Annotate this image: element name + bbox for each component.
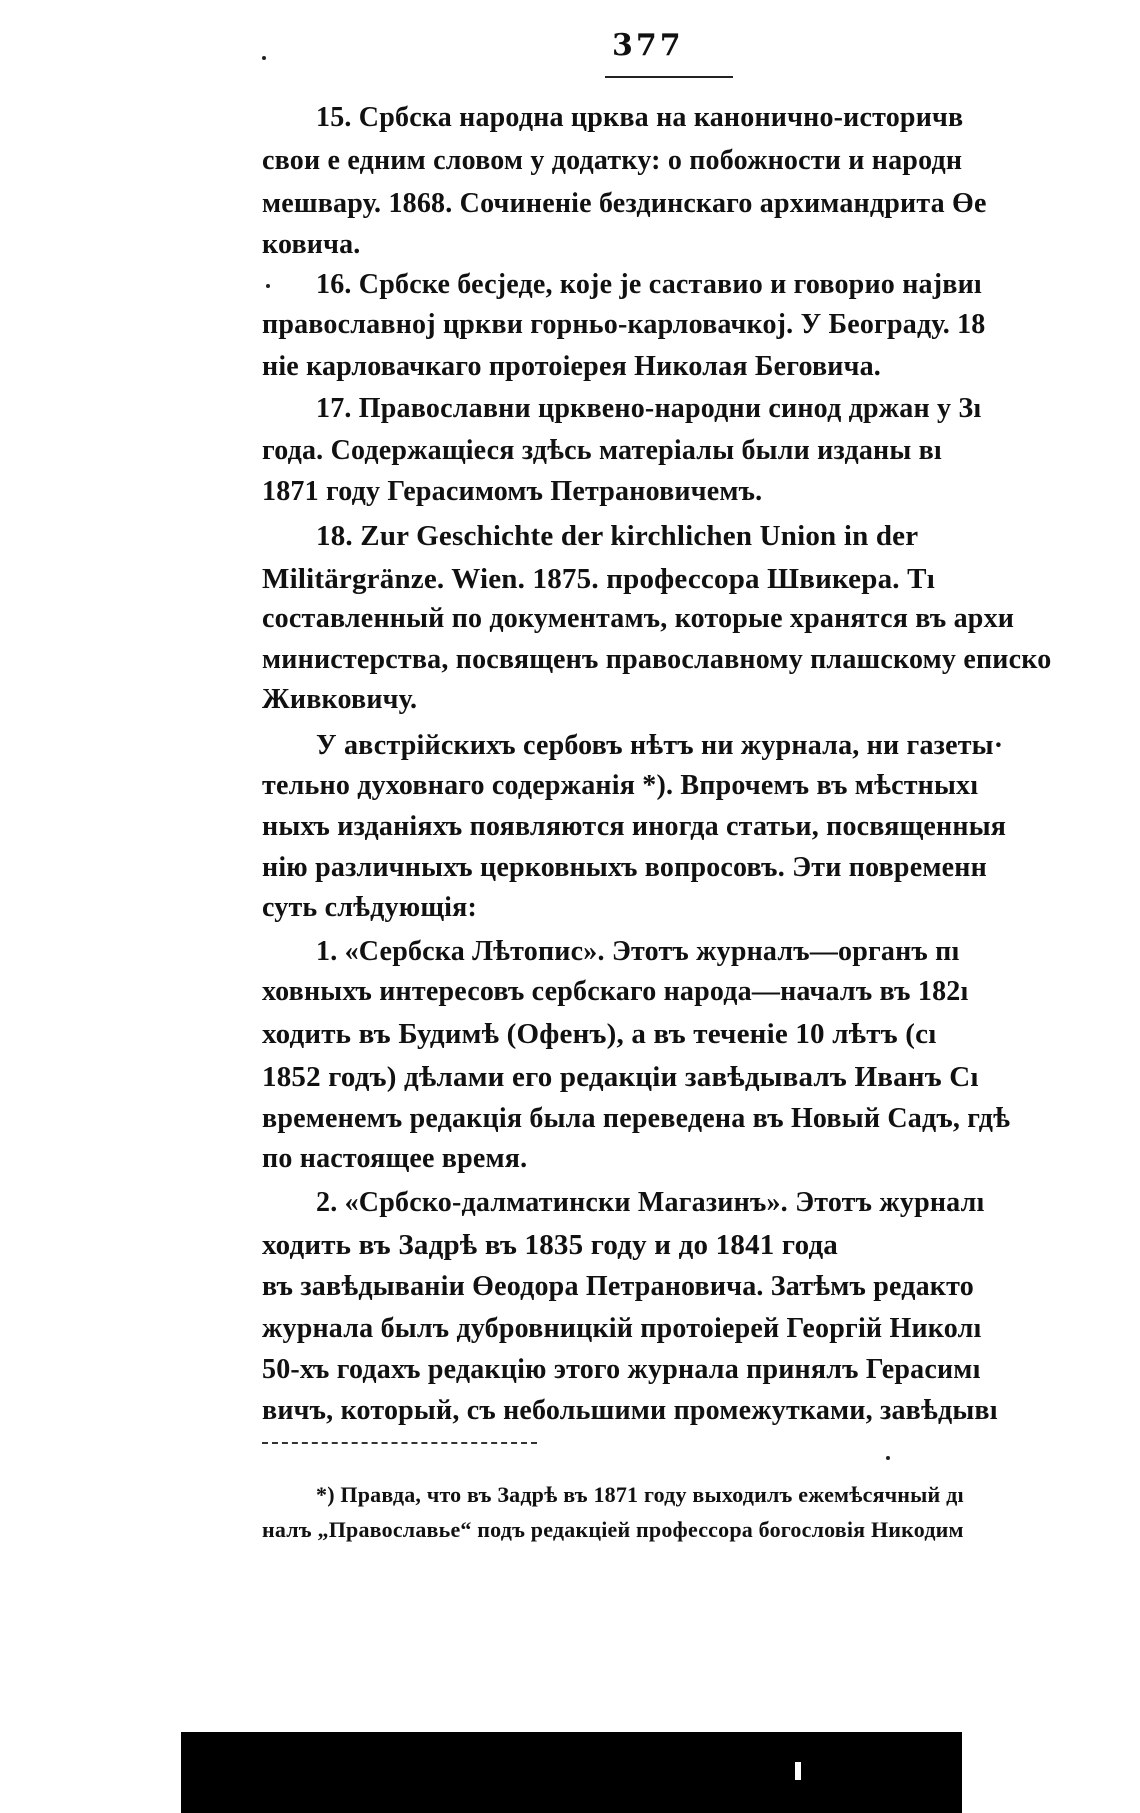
text-line: православној цркви горньо-карловачкој. У Београду. 18: [262, 309, 986, 340]
text-line: 17. Православни црквено-народни синод држан у Зı: [316, 393, 982, 424]
scan-speck: [266, 284, 270, 288]
text-line: тельно духовнаго содержанія *). Впрочемъ въ мѣстныхı: [262, 770, 979, 801]
text-line: министерства, посвященъ православному плашскому еписко: [262, 644, 1052, 675]
text-line: ніе карловачкаго протоіерея Николая Беговича.: [262, 351, 881, 382]
text-line: Militärgränze. Wien. 1875. профессора Швикера. Тı: [262, 563, 935, 595]
scan-black-border: [181, 1732, 962, 1813]
text-line: ковича.: [262, 229, 361, 260]
text-line: 18. Zur Geschichte der kirchlichen Union in der: [316, 520, 919, 552]
text-line: въ завѣдываніи Өеодора Петрановича. Затѣмъ редакто: [262, 1271, 974, 1302]
text-line: временемъ редакція была переведена въ Новый Садъ, гдѣ: [262, 1103, 1011, 1134]
text-line: У австрійскихъ сербовъ нѣтъ ни журнала, ни газеты·: [316, 730, 1004, 761]
footnote-line: *) Правда, что въ Задрѣ въ 1871 году выходилъ ежемѣсячный дı: [316, 1482, 964, 1507]
text-line: нію различныхъ церковныхъ вопросовъ. Эти повременн: [262, 852, 987, 883]
text-line: ходить въ Задрѣ въ 1835 году и до 1841 года: [262, 1229, 839, 1261]
text-line: мешвару. 1868. Сочиненіе бездинскаго архимандрита Өе: [262, 188, 987, 219]
footnote-separator: [262, 1442, 537, 1444]
text-line: 1852 годъ) дѣлами его редакціи завѣдывалъ Иванъ Сı: [262, 1061, 979, 1093]
page-number-underline: [605, 76, 733, 78]
text-line: ховныхъ интересовъ сербскаго народа—началъ въ 182ı: [262, 976, 969, 1007]
text-line: по настоящее время.: [262, 1143, 528, 1174]
scan-white-mark: [795, 1762, 801, 1780]
text-line: Живковичу.: [262, 684, 418, 715]
page-number: 377: [612, 28, 684, 63]
text-line: года. Содержащіеся здѣсь матеріалы были изданы вı: [262, 435, 942, 466]
text-line: 1. «Сербска Лѣтопис». Этотъ журналъ—органъ пı: [316, 936, 960, 967]
footnote-line: налъ „Православье“ подъ редакціей профессора богословія Никодим: [262, 1517, 964, 1542]
text-line: составленный по документамъ, которые хранятся въ архи: [262, 603, 1015, 634]
text-line: 2. «Србско-далматински Магазинъ». Этотъ журналı: [316, 1187, 985, 1218]
text-line: журнала былъ дубровницкій протоіерей Георгій Николı: [262, 1313, 982, 1344]
scan-speck: [886, 1456, 890, 1460]
text-line: 15. Србска народна црква на канонично-историчв: [316, 102, 964, 133]
text-line: ходить въ Будимѣ (Офенъ), а въ теченіе 10 лѣтъ (сı: [262, 1018, 937, 1050]
text-line: 50-хъ годахъ редакцію этого журнала принялъ Герасимı: [262, 1354, 981, 1385]
text-line: 16. Србске бесједе, које је саставио и говорио највиı: [316, 269, 982, 300]
text-line: ныхъ изданіяхъ появляются иногда статьи, посвященныя: [262, 811, 1007, 842]
text-line: 1871 году Герасимомъ Петрановичемъ.: [262, 476, 763, 507]
scan-speck: [262, 56, 266, 60]
text-line: вичъ, который, съ небольшими промежутками, завѣдывı: [262, 1395, 998, 1426]
text-line: свои е едним словом у додатку: о побожности и народн: [262, 145, 963, 176]
text-line: суть слѣдующія:: [262, 892, 478, 923]
